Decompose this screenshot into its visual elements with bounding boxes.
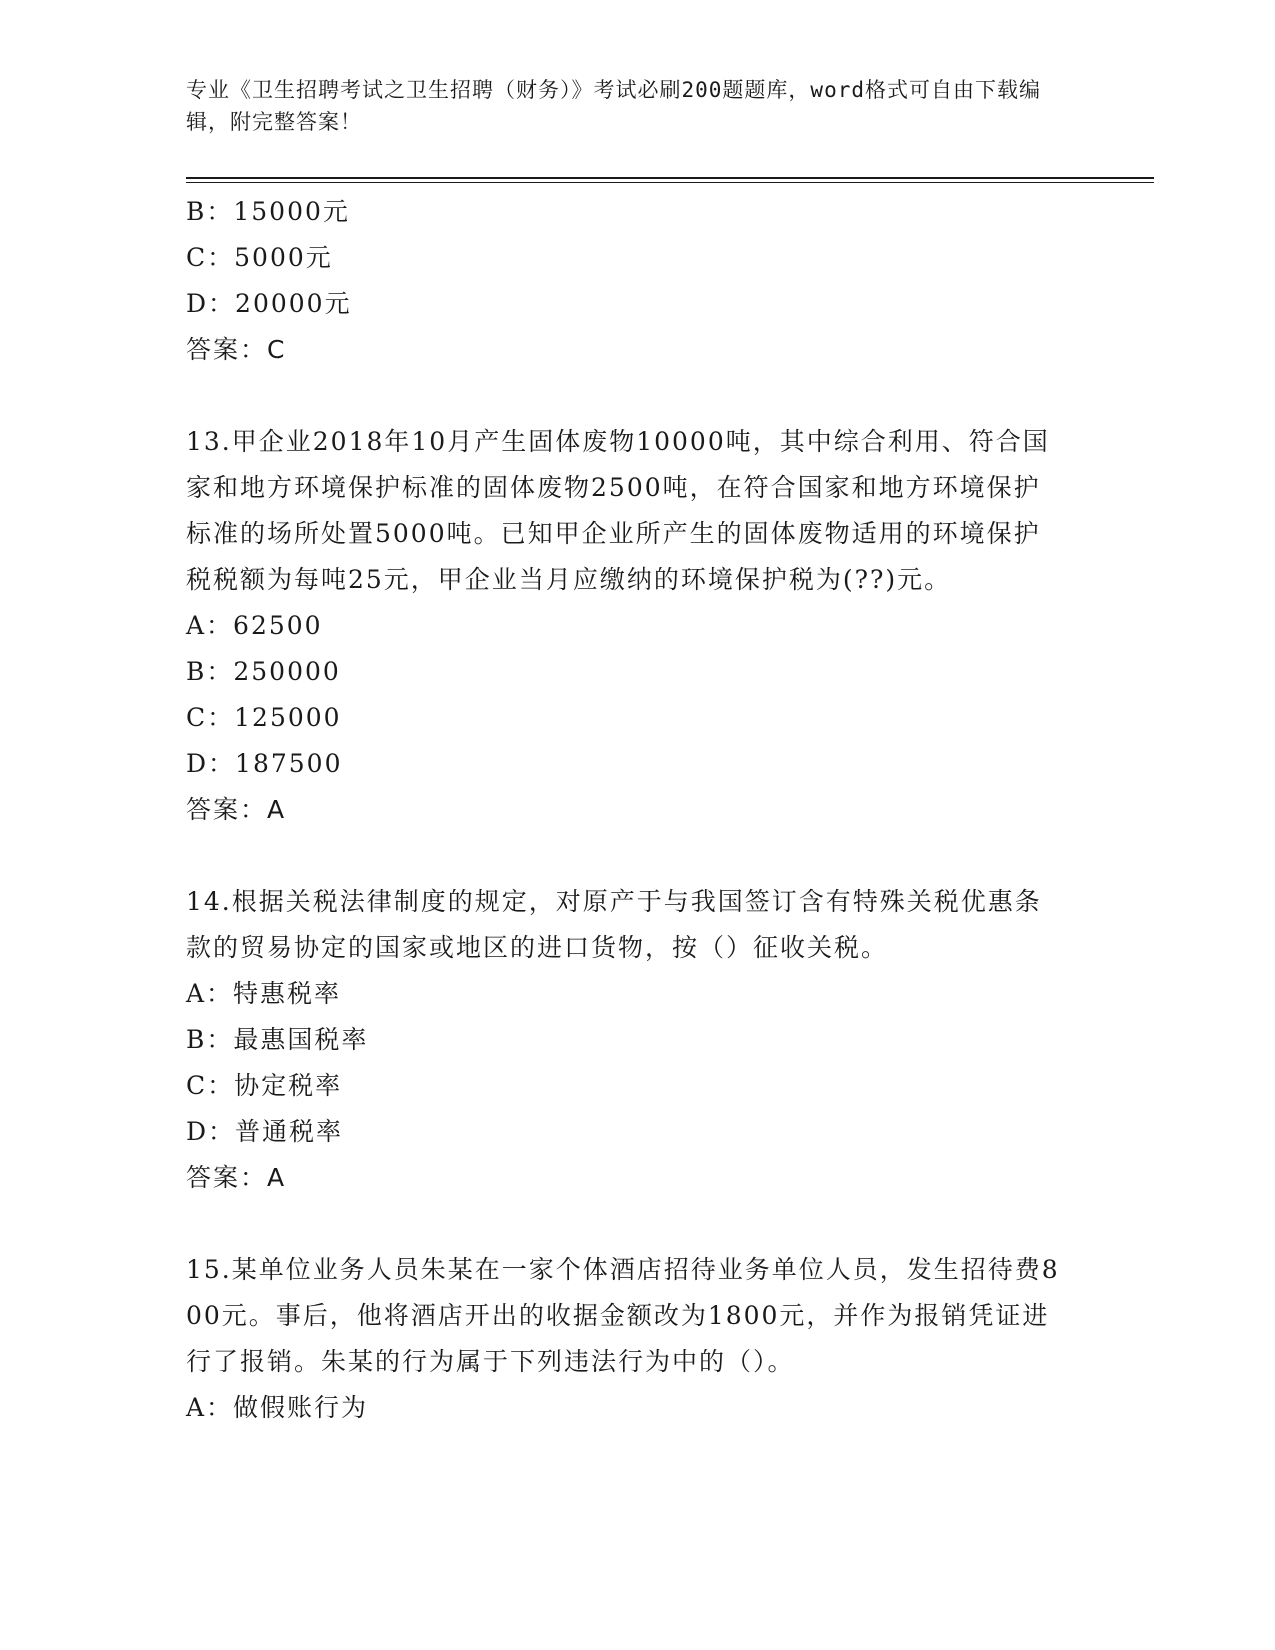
document-header: 专业《卫生招聘考试之卫生招聘（财务）》考试必刷200题题库，word格式可自由下载编辑，附完整答案！	[186, 78, 1041, 134]
option-a: A：特惠税率	[186, 979, 342, 1008]
answer-line: 答案：A	[186, 795, 287, 824]
question-text: 13.甲企业2018年10月产生固体废物10000吨，其中综合利用、符合国家和地方环境保护标准的固体废物2500吨，在符合国家和地方环境保护标准的场所处置5000吨。已知甲企业所产生的固体废物适用的环境保护税税额为每吨25元，甲企业当月应缴纳的环境保护税为(??)元。	[186, 427, 1050, 594]
option-b: B：15000元	[186, 197, 350, 226]
option-c: C：5000元	[186, 243, 333, 272]
question-block-12	[186, 189, 1066, 373]
spacer	[186, 833, 1066, 879]
option-c: C：协定税率	[186, 1071, 343, 1100]
option-a: A：做假账行为	[186, 1393, 369, 1422]
header-divider	[186, 177, 1154, 179]
header-divider-thin	[186, 182, 1154, 183]
question-text: 15.某单位业务人员朱某在一家个体酒店招待业务单位人员，发生招待费800元。事后，他将酒店开出的收据金额改为1800元，并作为报销凭证进行了报销。朱某的行为属于下列违法行为中的（）。	[186, 1255, 1060, 1376]
option-a: A：62500	[186, 611, 323, 640]
question-block-14	[186, 879, 1066, 1201]
option-b: B：250000	[186, 657, 341, 686]
answer-line: 答案：A	[186, 1163, 287, 1192]
option-d: D：187500	[186, 749, 343, 778]
spacer	[186, 373, 1066, 419]
question-text: 14.根据关税法律制度的规定，对原产于与我国签订含有特殊关税优惠条款的贸易协定的国家或地区的进口货物，按（）征收关税。	[186, 887, 1042, 962]
spacer	[186, 1201, 1066, 1247]
document-body	[186, 189, 1066, 1431]
question-block-13	[186, 419, 1066, 833]
option-c: C：125000	[186, 703, 342, 732]
question-block-15	[186, 1247, 1066, 1431]
option-d: D：20000元	[186, 289, 352, 318]
option-b: B：最惠国税率	[186, 1025, 369, 1054]
answer-line: 答案：C	[186, 335, 287, 364]
option-d: D：普通税率	[186, 1117, 344, 1146]
